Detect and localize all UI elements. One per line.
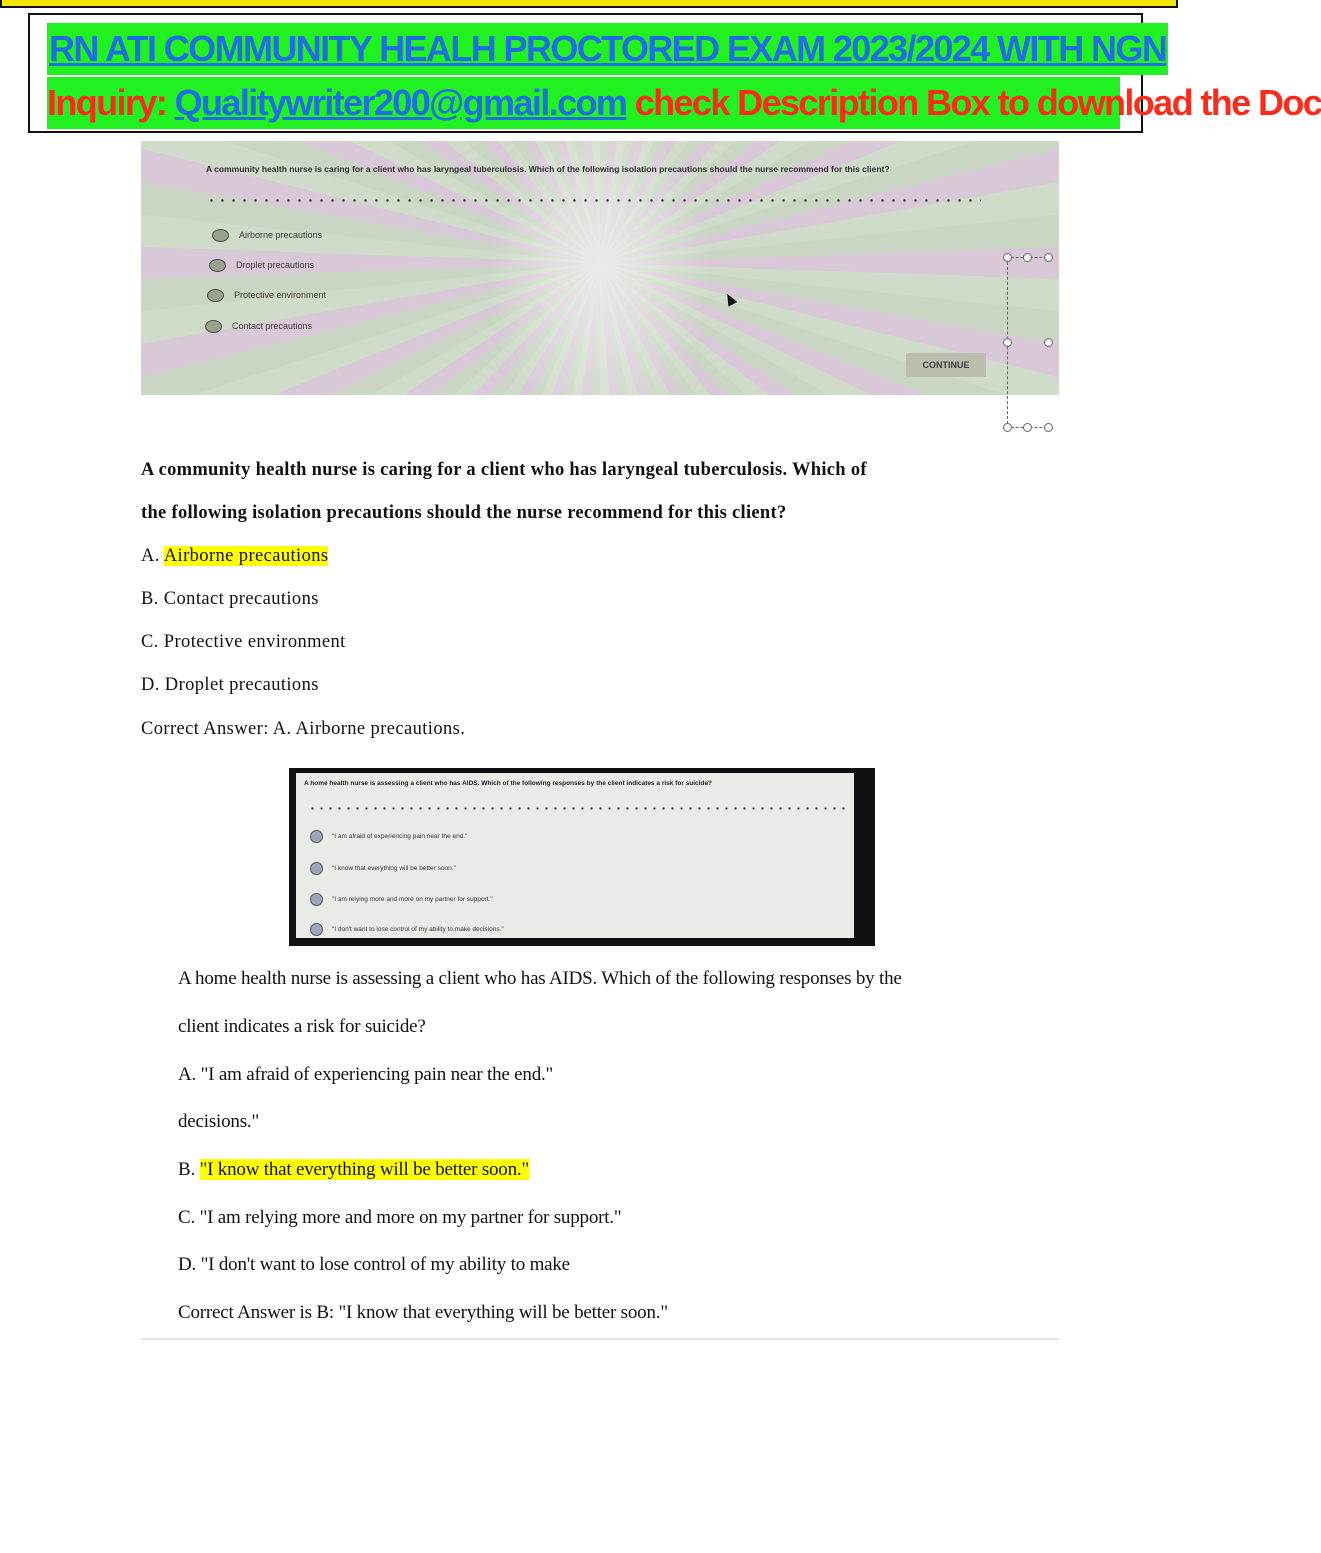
inquiry-label: Inquiry:: [47, 82, 175, 123]
screenshot2-option[interactable]: "I know that everything will be better soon.": [310, 862, 456, 875]
radio-icon[interactable]: [209, 259, 226, 272]
resize-handle-icon[interactable]: [1023, 423, 1032, 432]
screenshot2-question: A home health nurse is assessing a client who has AIDS. Which of the following responses by the client indicates a risk for suicide?: [304, 780, 713, 787]
screenshot2-option[interactable]: "I don't want to lose control of my ability to make decisions.": [310, 923, 504, 936]
question2-option-a: A. "I am afraid of experiencing pain near the end.": [178, 1064, 554, 1085]
question1-option-d: D. Droplet precautions: [141, 675, 319, 695]
question2-stray-text: decisions.": [178, 1111, 260, 1132]
radio-icon[interactable]: [310, 893, 323, 906]
question1-answer: Correct Answer: A. Airborne precautions.: [141, 719, 466, 739]
email-link[interactable]: Qualitywriter200@gmail.com: [174, 82, 627, 123]
question2-screenshot: [289, 768, 875, 946]
radio-icon[interactable]: [207, 289, 224, 302]
screenshot1-option[interactable]: Airborne precautions: [212, 229, 322, 242]
question2-option-b: B. "I know that everything will be better soon.": [178, 1159, 530, 1180]
screenshot1-option[interactable]: Contact precautions: [205, 320, 312, 333]
banner-note: check Description Box to download the Doc: [626, 82, 1321, 123]
question1-option-c: C. Protective environment: [141, 632, 346, 652]
question1-option-a: A. Airborne precautions: [141, 546, 329, 566]
resize-handle-icon[interactable]: [1044, 423, 1053, 432]
header-banner: [28, 13, 1321, 133]
radio-icon[interactable]: [212, 229, 229, 242]
radio-icon[interactable]: [310, 862, 323, 875]
screenshot2-option[interactable]: "I am afraid of experiencing pain near the end.": [310, 830, 467, 843]
screenshot1-option[interactable]: Protective environment: [207, 289, 326, 302]
radio-icon[interactable]: [310, 830, 323, 843]
top-rule: [0, 0, 1178, 8]
radio-icon[interactable]: [310, 923, 323, 936]
question2-option-c: C. "I am relying more and more on my partner for support.": [178, 1207, 622, 1228]
question1-text: A community health nurse is caring for a client who has laryngeal tuberculosis. Which of: [141, 460, 867, 480]
resize-handle-icon[interactable]: [1023, 253, 1032, 262]
question1-option-b: B. Contact precautions: [141, 589, 319, 609]
question2-option-d: D. "I don't want to lose control of my ability to make: [178, 1254, 570, 1275]
question1-text: the following isolation precautions should the nurse recommend for this client?: [141, 503, 787, 523]
progress-dots: [308, 807, 848, 810]
resize-handles[interactable]: [1003, 253, 1053, 431]
mouse-cursor-icon: [723, 291, 737, 306]
highlighted-answer: "I know that everything will be better soon.": [199, 1159, 530, 1180]
question2-answer: Correct Answer is B: "I know that everything will be better soon.": [178, 1302, 668, 1323]
continue-button[interactable]: CONTINUE: [906, 353, 986, 377]
screenshot2-option[interactable]: "I am relying more and more on my partner for support.": [310, 893, 493, 906]
progress-dots: [206, 199, 981, 202]
question1-screenshot: [141, 141, 1059, 395]
resize-handle-icon[interactable]: [1044, 338, 1053, 347]
resize-handle-icon[interactable]: [1003, 423, 1012, 432]
highlighted-answer: Airborne precautions: [163, 546, 329, 566]
resize-handle-icon[interactable]: [1044, 253, 1053, 262]
divider: [141, 1338, 1059, 1340]
resize-handle-icon[interactable]: [1003, 338, 1012, 347]
question2-text: A home health nurse is assessing a client who has AIDS. Which of the following responses by the: [178, 968, 902, 989]
screenshot1-question: A community health nurse is caring for a client who has laryngeal tuberculosis. Which of the following isolation precautions should the nurse recommend for this client?: [206, 164, 890, 174]
banner-title: RN ATI COMMUNITY HEALH PROCTORED EXAM 2023/2024 WITH NGN: [47, 23, 1168, 75]
resize-handle-icon[interactable]: [1003, 253, 1012, 262]
screenshot1-option[interactable]: Droplet precautions: [209, 259, 314, 272]
banner-inquiry: [47, 77, 1321, 129]
radio-icon[interactable]: [205, 320, 222, 333]
question2-text: client indicates a risk for suicide?: [178, 1016, 426, 1037]
